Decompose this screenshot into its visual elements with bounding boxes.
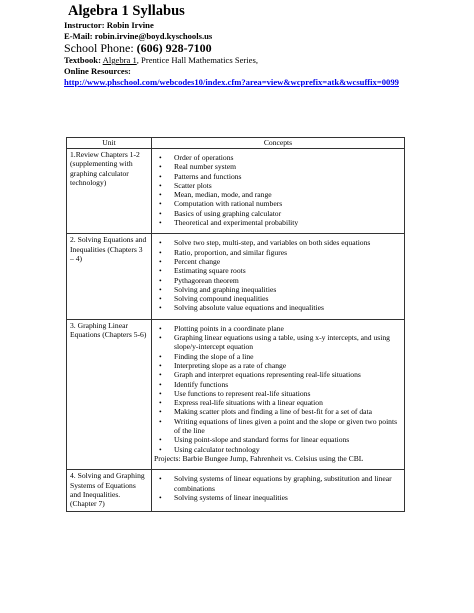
concept-text: Solve two step, multi-step, and variables on both sides equations bbox=[174, 238, 371, 248]
bullet-icon: • bbox=[159, 435, 162, 445]
concept-text: Basics of using graphing calculator bbox=[174, 208, 282, 218]
concept-item bbox=[154, 181, 400, 190]
instructor-name: Robin Irvine bbox=[106, 20, 154, 30]
concept-text: Theoretical and experimental probability bbox=[174, 218, 299, 228]
phone-label: School Phone: bbox=[64, 41, 134, 55]
concept-item bbox=[154, 248, 400, 257]
concept-item bbox=[154, 333, 400, 352]
concept-text: Scatter plots bbox=[174, 180, 212, 190]
concept-text: Percent change bbox=[174, 256, 221, 266]
concept-text: Plotting points in a coordinate plane bbox=[174, 323, 284, 333]
bullet-icon: • bbox=[159, 370, 162, 380]
bullet-icon: • bbox=[159, 360, 162, 370]
bullet-icon: • bbox=[159, 180, 162, 190]
concept-text: Order of operations bbox=[174, 153, 234, 162]
concept-item bbox=[154, 474, 400, 493]
concept-text: Making scatter plots and finding a line of best-fit for a set of data bbox=[174, 407, 373, 417]
bullet-icon: • bbox=[159, 171, 162, 181]
concept-item bbox=[154, 199, 400, 208]
concept-text: Express real-life situations with a linear equation bbox=[174, 398, 323, 408]
email-address[interactable]: robin.irvine@boyd.kyschools.us bbox=[94, 31, 213, 41]
projects-note: Projects: Barbie Bungee Jump, Fahrenheit vs. Celsius using the CBL bbox=[154, 453, 364, 463]
page-title: Algebra 1 Syllabus bbox=[68, 3, 185, 19]
bullet-icon: • bbox=[159, 275, 162, 285]
bullet-icon: • bbox=[159, 351, 162, 361]
resources-label: Online Resources: bbox=[64, 66, 131, 76]
bullet-icon: • bbox=[159, 190, 162, 200]
concept-text: Estimating square roots bbox=[174, 266, 246, 276]
bullet-icon: • bbox=[159, 208, 162, 218]
instructor-label: Instructor: bbox=[64, 20, 105, 30]
syllabus-table bbox=[66, 137, 405, 512]
concept-text: Real number system bbox=[174, 162, 237, 172]
concept-text: Writing equations of lines given a point and the slope or given two points of the line bbox=[174, 416, 398, 436]
bullet-icon: • bbox=[159, 444, 162, 454]
concept-text: Interpreting slope as a rate of change bbox=[174, 360, 287, 370]
concept-item bbox=[154, 172, 400, 181]
bullet-icon: • bbox=[159, 492, 162, 502]
concept-item bbox=[154, 285, 400, 294]
textbook-series: , Prentice Hall Mathematics Series, bbox=[136, 55, 258, 65]
bullet-icon: • bbox=[159, 247, 162, 257]
concept-text: Using calculator technology bbox=[174, 444, 260, 454]
table-row bbox=[67, 234, 405, 319]
concept-item bbox=[154, 398, 400, 407]
concept-text: Pythagorean theorem bbox=[174, 275, 239, 285]
unit-cell: 2. Solving Equations and Inequalities (Chapters 3 – 4) bbox=[67, 234, 152, 319]
concept-item bbox=[154, 407, 400, 416]
bullet-icon: • bbox=[159, 407, 162, 417]
unit-column-header: Unit bbox=[67, 138, 152, 149]
bullet-icon: • bbox=[159, 199, 162, 209]
bullet-icon: • bbox=[159, 416, 162, 426]
bullet-icon: • bbox=[159, 379, 162, 389]
concepts-cell bbox=[152, 149, 405, 234]
bullet-icon: • bbox=[159, 284, 162, 294]
instructor-line bbox=[64, 20, 464, 31]
concept-item bbox=[154, 276, 400, 285]
concept-item bbox=[154, 370, 400, 379]
table-row bbox=[67, 319, 405, 469]
concept-item bbox=[154, 303, 400, 312]
concept-item bbox=[154, 218, 400, 227]
concept-item bbox=[154, 361, 400, 370]
bullet-icon: • bbox=[159, 162, 162, 172]
concepts-cell bbox=[152, 319, 405, 469]
table-row bbox=[67, 149, 405, 234]
bullet-icon: • bbox=[159, 303, 162, 313]
concepts-cell bbox=[152, 234, 405, 319]
concept-item bbox=[154, 257, 400, 266]
concept-list bbox=[154, 324, 400, 454]
email-label: E-Mail: bbox=[64, 31, 93, 41]
concept-item bbox=[154, 493, 400, 502]
concept-list bbox=[154, 238, 400, 312]
bullet-icon: • bbox=[159, 388, 162, 398]
phone-number: (606) 928-7100 bbox=[136, 41, 212, 55]
concept-item bbox=[154, 324, 400, 333]
concept-item bbox=[154, 389, 400, 398]
concept-text: Graphing linear equations using a table, using x-y intercepts, and using slope/y-intercept equation bbox=[174, 333, 390, 352]
concept-item bbox=[154, 238, 400, 247]
textbook-label: Textbook: bbox=[64, 55, 101, 65]
bullet-icon: • bbox=[159, 294, 162, 304]
concept-list bbox=[154, 474, 400, 502]
concept-text: Ratio, proportion, and similar figures bbox=[174, 247, 288, 257]
bullet-icon: • bbox=[159, 238, 162, 248]
phone-line bbox=[64, 42, 464, 55]
concept-item bbox=[154, 435, 400, 444]
table-body bbox=[67, 149, 405, 512]
concept-text: Solving systems of linear inequalities bbox=[174, 492, 288, 502]
bullet-icon: • bbox=[159, 256, 162, 266]
concept-text: Solving compound inequalities bbox=[174, 294, 269, 304]
concept-item bbox=[154, 266, 400, 275]
bullet-icon: • bbox=[159, 474, 162, 484]
concept-list bbox=[154, 153, 400, 227]
resources-link[interactable]: http://www.phschool.com/webcodes10/index.cfm?area=view&wcprefix=atk&wcsuffix=0099 bbox=[64, 77, 399, 87]
bullet-icon: • bbox=[159, 266, 162, 276]
textbook-line bbox=[64, 55, 464, 66]
resources-line bbox=[64, 77, 464, 88]
concept-text: Graph and interpret equations representing real-life situations bbox=[174, 370, 361, 380]
concept-text: Solving systems of linear equations by graphing, substitution and linear combinations bbox=[174, 474, 392, 493]
concept-text: Solving and graphing inequalities bbox=[174, 284, 277, 294]
concepts-column-header: Concepts bbox=[152, 138, 405, 149]
concept-item bbox=[154, 352, 400, 361]
unit-cell: 1.Review Chapters 1-2 (supplementing with graphing calculator technology) bbox=[67, 149, 152, 234]
bullet-icon: • bbox=[159, 218, 162, 228]
syllabus-header bbox=[64, 2, 464, 88]
concept-text: Patterns and functions bbox=[174, 171, 242, 181]
concept-item bbox=[154, 445, 400, 454]
table-row bbox=[67, 470, 405, 512]
table-header-row bbox=[67, 138, 405, 149]
textbook-title: Algebra 1 bbox=[102, 55, 137, 65]
concept-text: Use functions to represent real-life situations bbox=[174, 388, 311, 398]
concept-item bbox=[154, 209, 400, 218]
concept-text: Solving absolute value equations and inequalities bbox=[174, 303, 324, 313]
bullet-icon: • bbox=[159, 323, 162, 333]
unit-cell: 4. Solving and Graphing Systems of Equations and Inequalities. (Chapter 7) bbox=[67, 470, 152, 512]
concept-item bbox=[154, 153, 400, 162]
bullet-icon: • bbox=[159, 333, 162, 343]
concept-text: Finding the slope of a line bbox=[174, 351, 254, 361]
concept-item bbox=[154, 190, 400, 199]
concept-item bbox=[154, 417, 400, 436]
bullet-icon: • bbox=[159, 398, 162, 408]
concept-text: Using point-slope and standard forms for linear equations bbox=[174, 435, 350, 445]
concepts-cell bbox=[152, 470, 405, 512]
concept-item bbox=[154, 380, 400, 389]
unit-cell: 3. Graphing Linear Equations (Chapters 5-6) bbox=[67, 319, 152, 469]
concept-text: Mean, median, mode, and range bbox=[174, 190, 272, 200]
concept-text: Computation with rational numbers bbox=[174, 199, 283, 209]
concept-item bbox=[154, 162, 400, 171]
concept-item bbox=[154, 294, 400, 303]
concept-text: Identify functions bbox=[174, 379, 229, 389]
bullet-icon: • bbox=[159, 153, 162, 162]
